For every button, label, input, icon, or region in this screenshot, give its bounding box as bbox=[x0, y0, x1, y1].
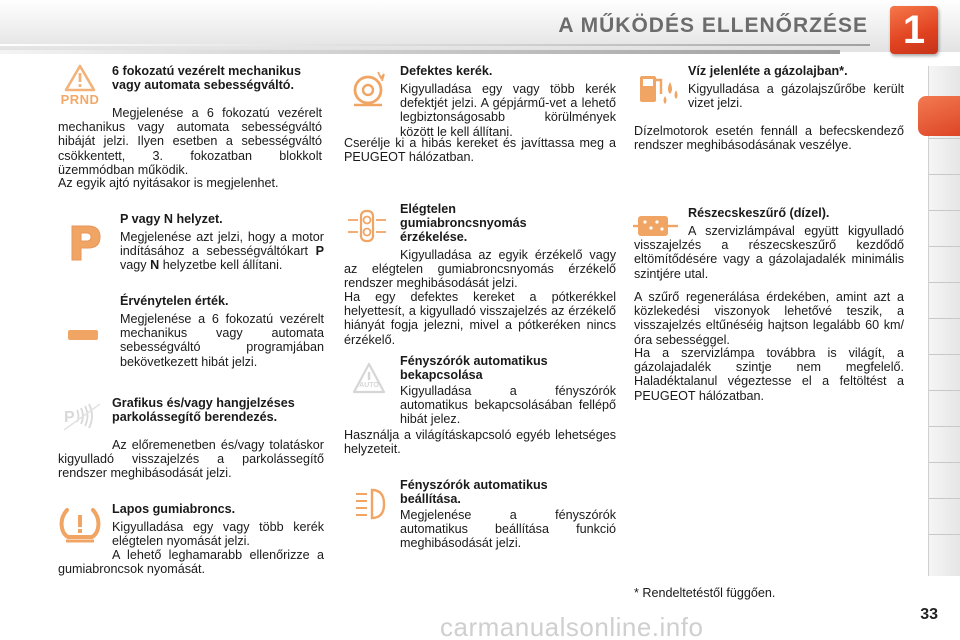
watermark: carmanualsonline.info bbox=[440, 612, 704, 640]
section-body: Kigyulladása az egyik érzékelő vagy az elégtelen gumiabroncsnyomás érzékelő rendszer meghibásodását jelzi. bbox=[344, 248, 616, 291]
footnote: * Rendeltetéstől függően. bbox=[634, 586, 776, 600]
section-body: Cserélje ki a hibás kereket és javíttassa meg a PEUGEOT hálózatban. bbox=[344, 136, 616, 165]
tab-divider bbox=[929, 354, 960, 355]
page-title: A MŰKÖDÉS ELLENŐRZÉSE bbox=[558, 14, 868, 37]
section-body: Az előremenetben és/vagy tolatáskor kigyulladó visszajelzés a parkolássegítő rendszer meghibásodását jelzi. bbox=[58, 438, 324, 481]
header-rule-top bbox=[0, 44, 870, 46]
tab-divider bbox=[929, 318, 960, 319]
water-in-fuel-icon bbox=[636, 68, 682, 108]
p-position-icon bbox=[64, 222, 106, 264]
tab-divider bbox=[929, 390, 960, 391]
header-rule bbox=[0, 50, 840, 54]
section-body: Megjelenése a 6 fokozatú vezérelt mechanikus vagy automata sebességváltó hibáját jelzi. Ilyen esetben a sebességváltó csökkentett, 3. fokozatban blokkolt üzemmódban működik. bbox=[58, 106, 322, 177]
tyre-pressure-icon bbox=[58, 506, 102, 544]
section-body: Kigyulladása a fényszórók automatikus bekapcsolásában fellépő hibát jelez. bbox=[400, 384, 616, 427]
chapter-tab-active[interactable] bbox=[918, 96, 960, 136]
section-body: Kigyulladása a gázolajszűrőbe került vizet jelzi. bbox=[688, 82, 904, 111]
tab-divider bbox=[929, 282, 960, 283]
section-title: Érvénytelen érték. bbox=[120, 294, 229, 308]
section-body: Kigyulladása egy vagy több kerék defektjét jelzi. A gépjármű-vet a lehető legbiztonságosabb körülmények között le kell állítani. bbox=[400, 82, 616, 139]
section-title: Fényszórók automatikus beállítása. bbox=[400, 478, 548, 506]
section-body: Ha egy defektes kereket a pótkerékkel helyettesít, a kigyulladó visszajelzés az érzékelő hiányát fogja jelezni, mivel a pótkeréken nincs érzékelő. bbox=[344, 290, 616, 347]
dash-icon bbox=[68, 330, 98, 340]
chapter-tabs bbox=[928, 66, 960, 576]
section-body: Megjelenése a 6 fokozatú vezérelt mechanikus vagy automata sebességváltó programjában bekövetkezett hibát jelzi. bbox=[120, 312, 324, 369]
section-body: Használja a világításkapcsoló egyéb lehetséges helyzeteit. bbox=[344, 428, 616, 457]
section-title: Fényszórók automatikus bekapcsolása bbox=[400, 354, 548, 382]
section-title: Lapos gumiabroncs. bbox=[112, 502, 236, 516]
section-title: Elégtelen gumiabroncsnyomás érzékelése. bbox=[400, 202, 527, 244]
section-title: 6 fokozatú vezérelt mechanikus vagy automata sebességváltó. bbox=[112, 64, 301, 92]
tab-divider bbox=[929, 498, 960, 499]
section-title: Grafikus és/vagy hangjelzéses parkolássegítő berendezés. bbox=[112, 396, 295, 424]
tab-divider bbox=[929, 138, 960, 139]
section-body: Az egyik ajtó nyitásakor is megjelenhet. bbox=[58, 176, 279, 190]
tab-divider bbox=[929, 462, 960, 463]
auto-icon-label: AUTO bbox=[359, 382, 379, 389]
section-title: P vagy N helyzet. bbox=[120, 212, 223, 226]
section-body: Ha a szervizlámpa továbbra is világít, a gázolajadalék szintje nem megfelelő. Haladéktalanul végeztesse el a feltöltést a PEUGEOT hálózatban. bbox=[634, 346, 904, 403]
svg-text:P: P bbox=[64, 409, 75, 426]
prnd-icon-label: PRND bbox=[60, 92, 100, 107]
tyre-sensor-icon bbox=[344, 208, 390, 244]
headlamp-levelling-icon bbox=[350, 484, 390, 524]
chapter-number-badge[interactable]: 1 bbox=[890, 6, 938, 54]
tab-divider bbox=[929, 426, 960, 427]
wheel-defect-icon bbox=[348, 70, 390, 108]
tab-divider bbox=[929, 174, 960, 175]
page-number: 33 bbox=[920, 606, 938, 623]
tab-divider bbox=[929, 210, 960, 211]
gearbox-warning-icon bbox=[54, 64, 106, 110]
tab-divider bbox=[929, 246, 960, 247]
section-body: A szűrő regenerálása érdekében, amint azt a közlekedési viszonyok lehetővé teszik, a visszajelzés eltűnéséig hajtson legalább 60 km/óra sebességgel. bbox=[634, 290, 904, 347]
section-title: Víz jelenléte a gázolajban*. bbox=[688, 64, 848, 78]
section-body: Kigyulladása egy vagy több kerék elégtelen nyomását jelzi. bbox=[112, 520, 324, 549]
parking-sensor-icon bbox=[60, 400, 106, 434]
section-title: Részecskeszűrő (dízel). bbox=[688, 206, 830, 220]
section-body: A szervizlámpával együtt kigyulladó visszajelzés a részecskeszűrő kezdődő eltömítődésére vagy a gázolajadalék minimális szintjére utal. bbox=[634, 224, 904, 281]
section-body: A lehető leghamarabb ellenőrizze a gumiabroncsok nyomását. bbox=[58, 548, 324, 577]
section-body: Megjelenése a fényszórók automatikus beállítása funkció meghibásodását jelzi. bbox=[400, 508, 616, 551]
tab-divider bbox=[929, 534, 960, 535]
headlight-auto-icon bbox=[352, 362, 386, 396]
section-title: Defektes kerék. bbox=[400, 64, 493, 78]
section-body: Dízelmotorok esetén fennáll a befecskendező rendszer meghibásodásának veszélye. bbox=[634, 124, 904, 153]
section-body: Megjelenése azt jelzi, hogy a motor indításához a sebességváltókart P vagy N helyzetbe kell állítani. bbox=[120, 230, 324, 273]
